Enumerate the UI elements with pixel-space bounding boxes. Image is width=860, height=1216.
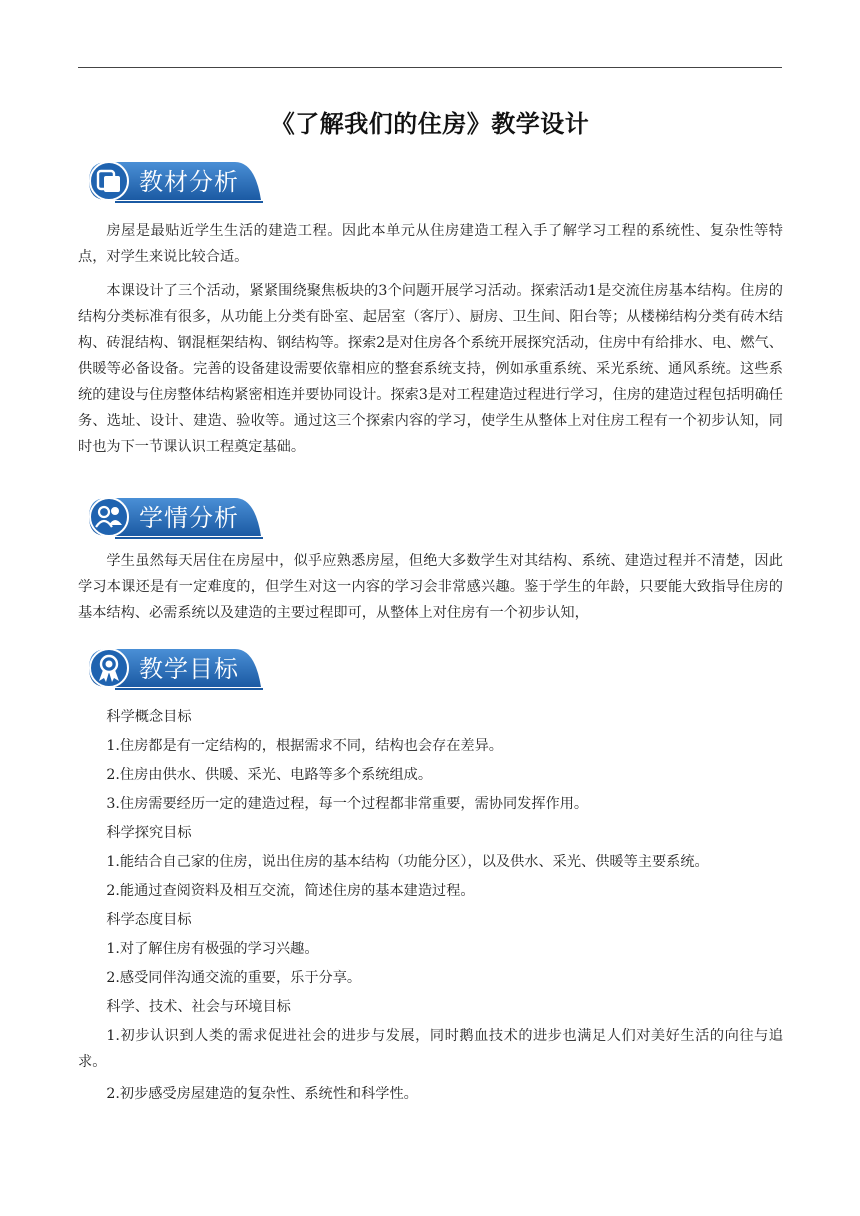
- section-heading: 教学目标: [139, 655, 239, 683]
- goal-item: 1.对了解住房有极强的学习兴趣。: [106, 941, 319, 957]
- goal-category-sts: 科学、技术、社会与环境目标: [106, 999, 291, 1015]
- analysis-paragraph-1: 房屋是最贴近学生生活的建造工程。因此本单元从住房建造工程入手了解学习工程的系统性、复杂性等特点，对学生来说比较合适。: [78, 223, 783, 265]
- section-heading: 教材分析: [139, 168, 239, 196]
- goal-item: 2.感受同伴沟通交流的重要，乐于分享。: [106, 970, 362, 986]
- goal-category-attitude: 科学态度目标: [106, 912, 192, 928]
- goal-item: 1.能结合自己家的住房，说出住房的基本结构（功能分区），以及供水、采光、供暖等主要系统。: [106, 854, 709, 870]
- goal-item: 2.初步感受房屋建造的复杂性、系统性和科学性。: [106, 1086, 418, 1102]
- goal-category-concept: 科学概念目标: [106, 709, 192, 725]
- goal-item: 1.住房都是有一定结构的，根据需求不同，结构也会存在差异。: [106, 738, 503, 754]
- section-banner-goals: [85, 645, 265, 689]
- award-ribbon-icon: [95, 653, 123, 683]
- goal-item: 2.能通过查阅资料及相互交流，简述住房的基本建造过程。: [106, 883, 475, 899]
- analysis-paragraph-2: 本课设计了三个活动，紧紧围绕聚焦板块的3个问题开展学习活动。探索活动1是交流住房基本结构。住房的结构分类标准有很多，从功能上分类有卧室、起居室（客厅）、厨房、卫生间、阳台等；从楼梯结构分类有砖木结构、砖混结构、钢混框架结构、钢结构等。探索2是对住房各个系统开展探究活动，住房中有给排水、电、燃气、供暖等必备设备。完善的设备建设需要依靠相应的整套系统支持，例如承重系统、采光系统、通风系统。这些系统的建设与住房整体结构紧密相连并要协同设计。探索3是对工程建造过程进行学习，住房的建造过程包括明确任务、选址、设计、建造、验收等。通过这三个探索内容的学习，使学生从整体上对住房工程有一个初步认知，同时也为下一节课认识工程奠定基础。: [78, 283, 783, 455]
- header-rule: [78, 67, 782, 68]
- page-title: 《了解我们的住房》教学设计: [270, 110, 590, 138]
- goal-item: 1.初步认识到人类的需求促进社会的进步与发展，同时鹅血技术的进步也满足人们对美好生活的向往与追求。: [78, 1028, 783, 1070]
- goal-item: 2.住房由供水、供暖、采光、电路等多个系统组成。: [106, 767, 433, 783]
- goal-item: 3.住房需要经历一定的建造过程，每一个过程都非常重要，需协同发挥作用。: [106, 796, 589, 812]
- books-icon: [95, 167, 123, 195]
- section-banner-students: [85, 494, 265, 538]
- students-paragraph-1: 学生虽然每天居住在房屋中，似乎应熟悉房屋，但绝大多数学生对其结构、系统、建造过程并不清楚，因此学习本课还是有一定难度的，但学生对这一内容的学习会非常感兴趣。鉴于学生的年龄，只要能大致指导住房的基本结构、必需系统以及建造的主要过程即可，从整体上对住房有一个初步认知，: [78, 553, 783, 621]
- section-banner-analysis: [85, 158, 265, 202]
- people-icon: [94, 503, 124, 531]
- goal-category-inquiry: 科学探究目标: [106, 825, 192, 841]
- section-heading: 学情分析: [139, 504, 239, 532]
